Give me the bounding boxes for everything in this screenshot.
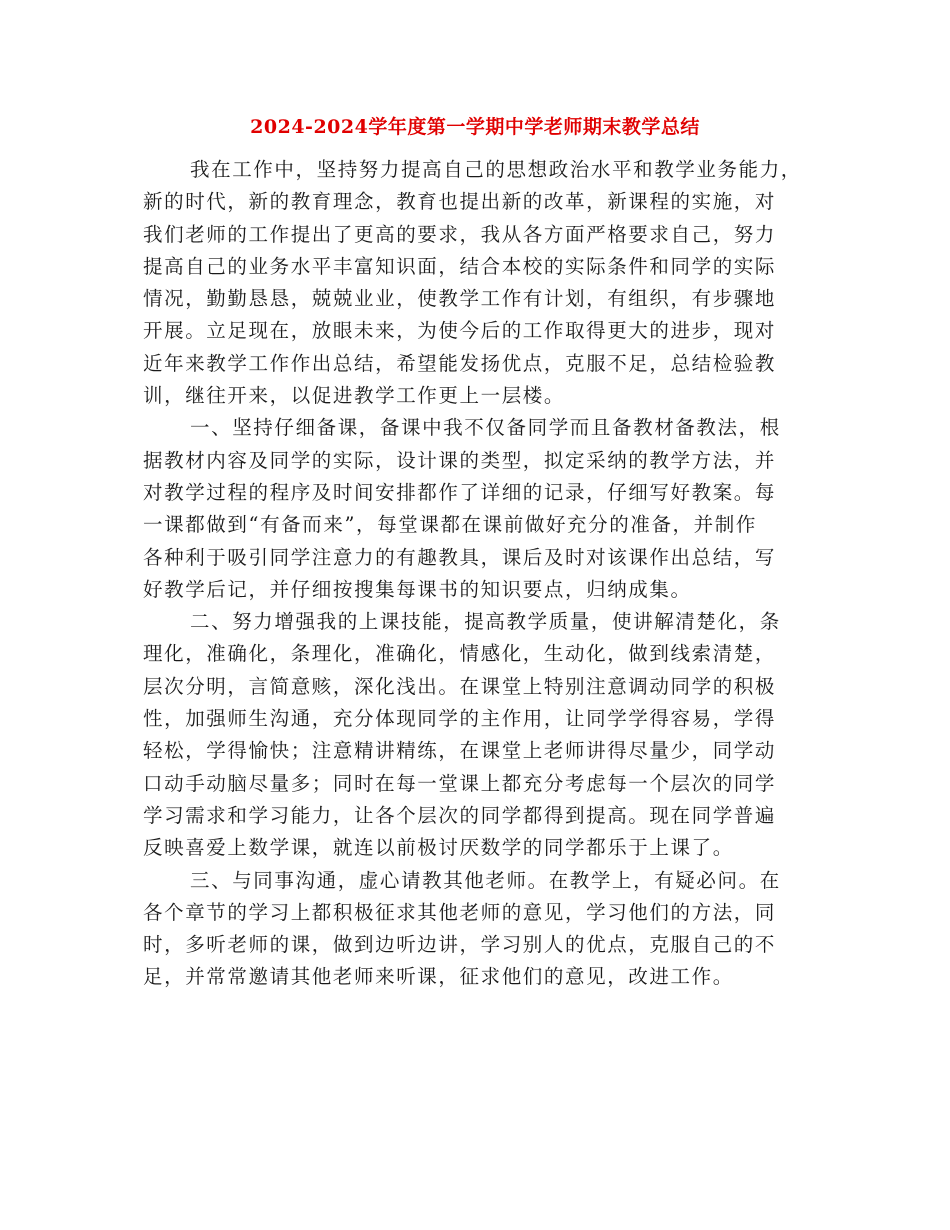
text-line: 一课都做到“有备而来”，每堂课都在课前做好充分的准备，并制作 <box>143 513 757 537</box>
text-line: 理化，准确化，条理化，准确化，情感化，生动化，做到线索清楚， <box>143 642 777 666</box>
text-line: 我们老师的工作提出了更高的要求，我从各方面严格要求自己，努力 <box>143 222 777 246</box>
text-line: 据教材内容及同学的实际，设计课的类型，拟定采纳的教学方法，并 <box>143 448 777 472</box>
text-line: 一、坚持仔细备课，备课中我不仅备同学而且备教材备教法，根 <box>190 416 781 440</box>
text-line: 学习需求和学习能力，让各个层次的同学都得到提高。现在同学普遍 <box>143 803 777 827</box>
text-line: 口动手动脑尽量多；同时在每一堂课上都充分考虑每一个层次的同学 <box>143 771 777 795</box>
text-line: 轻松，学得愉快；注意精讲精练，在课堂上老师讲得尽量少，同学动 <box>143 739 777 763</box>
text-line: 我在工作中，坚持努力提高自己的思想政治水平和教学业务能力， <box>190 158 802 181</box>
text-line: 二、努力增强我的上课技能，提高教学质量，使讲解清楚化，条 <box>190 610 781 634</box>
text-line: 各种利于吸引同学注意力的有趣教具，课后及时对该课作出总结，写 <box>143 545 777 569</box>
document-body <box>143 154 813 994</box>
text-line: 层次分明，言简意赅，深化浅出。在课堂上特别注意调动同学的积极 <box>143 674 777 698</box>
text-line: 新的时代，新的教育理念，教育也提出新的改革，新课程的实施，对 <box>143 190 777 214</box>
text-line: 时，多听老师的课，做到边听边讲，学习别人的优点，克服自己的不 <box>143 933 777 957</box>
text-line: 性，加强师生沟通，充分体现同学的主作用，让同学学得容易，学得 <box>143 707 777 731</box>
text-line: 情况，勤勤恳恳，兢兢业业，使教学工作有计划，有组织，有步骤地 <box>143 287 777 311</box>
text-line: 对教学过程的程序及时间安排都作了详细的记录，仔细写好教案。每 <box>143 480 777 504</box>
document-title: 2024-2024学年度第一学期中学老师期末教学总结 <box>250 116 700 138</box>
paragraph-intro <box>143 154 813 412</box>
text-line: 反映喜爱上数学课，就连以前极讨厌数学的同学都乐于上课了。 <box>143 836 734 860</box>
paragraph-teaching-skills <box>143 606 813 864</box>
text-line: 好教学后记，并仔细按搜集每课书的知识要点，归纳成集。 <box>143 577 692 601</box>
text-line: 三、与同事沟通，虚心请教其他老师。在教学上，有疑必问。在 <box>190 868 781 892</box>
text-line: 开展。立足现在，放眼未来，为使今后的工作取得更大的进步，现对 <box>143 319 777 343</box>
text-line: 各个章节的学习上都积极征求其他老师的意见，学习他们的方法，同 <box>143 900 777 924</box>
paragraph-lesson-prep <box>143 412 813 606</box>
text-line: 训，继往开来，以促进教学工作更上一层楼。 <box>143 384 566 408</box>
text-line: 足，并常常邀请其他老师来听课，征求他们的意见，改进工作。 <box>143 965 734 989</box>
text-line: 近年来教学工作作出总结，希望能发扬优点，克服不足，总结检验教 <box>143 351 777 375</box>
text-line: 提高自己的业务水平丰富知识面，结合本校的实际条件和同学的实际 <box>143 254 777 278</box>
paragraph-colleagues <box>143 865 813 994</box>
